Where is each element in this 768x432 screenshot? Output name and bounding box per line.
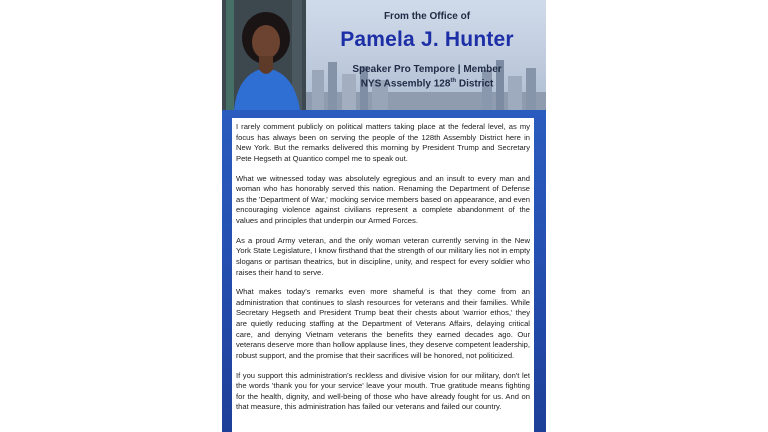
from-office-line: From the Office of (383, 11, 471, 22)
title-line-1: Speaker Pro Tempore | Member (352, 64, 502, 75)
letterhead-text (312, 0, 542, 110)
press-statement-document (222, 0, 546, 432)
paragraph-3: As a proud Army veteran, and the only woman veteran currently serving in the New York State Legislature, I know firsthand that the strength of our military lies not in empty slogans or partisan theatrics, but in discipline, unity, and respect for every soldier who raises their hand to serve. (236, 235, 530, 277)
official-name: Pamela J. Hunter (340, 28, 514, 51)
letterhead (222, 0, 546, 110)
title-line-2 (312, 78, 542, 89)
title-line-2-superscript: th (450, 78, 457, 84)
paragraph-2: What we witnessed today was absolutely egregious and an insult to every man and woman who has honorably served this nation. Renaming the Department of Defense as the 'Department of War,' mocking service members based on appearance, and even encouraging violence against civilians represent a complete abandonment of the values and principles that underpin our Armed Forces. (236, 173, 530, 225)
title-line-2-main: NYS Assembly 128 (360, 78, 451, 90)
paragraph-4: What makes today's remarks even more shameful is that they come from an administration that continues to slash resources for veterans and their families. While Secretary Hegseth and President Trump beat their chests about 'warrior ethos,' they are quietly reducing staffing at the Department of Veterans Affairs, delaying critical care, and denying Vietnam veterans the benefits they earned decades ago. Our veterans deserve more than hollow applause lines, they deserve competent leadership, robust support, and the promise that their sacrifices will be honored, not politicized. (236, 287, 530, 360)
portrait-photo (222, 0, 306, 110)
title-line-2-end: District (456, 78, 494, 90)
paragraph-5: If you support this administration's reckless and divisive vision for our military, don't let the words 'thank you for your service' leave your mouth. True gratitude means fighting for the health, dignity, and well-being of those who have already fought for us. And on that measure, this administration has failed our veterans and failed our country. (236, 370, 530, 412)
paragraph-1: I rarely comment publicly on political matters taking place at the federal level, as my focus has always been on serving the people of the 128th Assembly District here in New York. But the remarks delivered this morning by President Trump and Secretary Pete Hegseth at Quantico compel me to speak out. (236, 122, 530, 163)
statement-body (232, 118, 534, 432)
